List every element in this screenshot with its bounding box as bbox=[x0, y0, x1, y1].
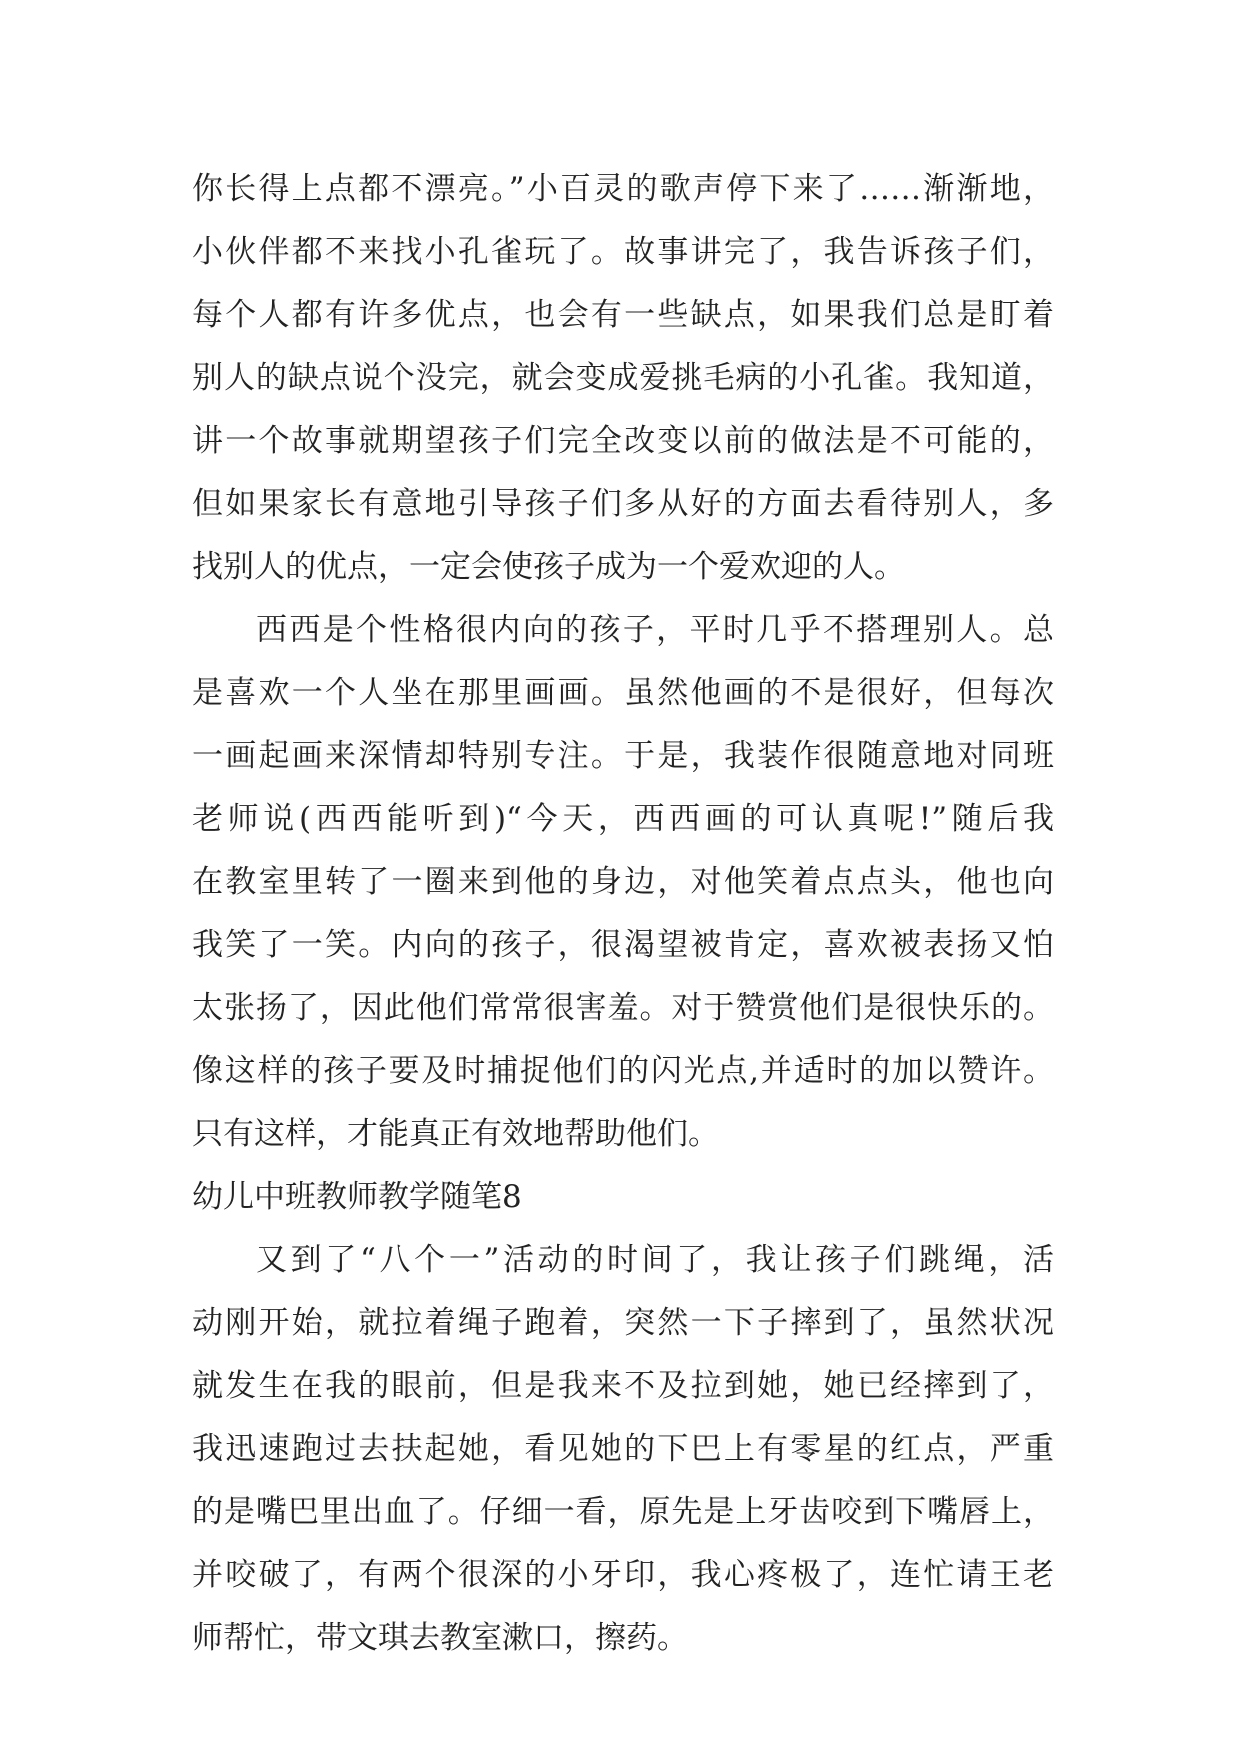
text-line: 我笑了一笑。内向的孩子，很渴望被肯定，喜欢被表扬又怕 bbox=[192, 927, 1054, 963]
text-line: 一画起画来深情却特别专注。于是，我装作很随意地对同班 bbox=[192, 738, 1054, 774]
text-line: 太张扬了，因此他们常常很害羞。对于赞赏他们是很快乐的。 bbox=[192, 990, 1054, 1026]
text-line: 又到了“八个一”活动的时间了，我让孩子们跳绳，活 bbox=[256, 1242, 1054, 1278]
text-line: 每个人都有许多优点，也会有一些缺点，如果我们总是盯着 bbox=[192, 297, 1054, 333]
section-heading: 幼儿中班教师教学随笔8 bbox=[192, 1179, 522, 1215]
text-line: 只有这样，才能真正有效地帮助他们。 bbox=[192, 1116, 719, 1152]
text-line: 并咬破了，有两个很深的小牙印，我心疼极了，连忙请王老 bbox=[192, 1557, 1054, 1593]
text-line: 我迅速跑过去扶起她，看见她的下巴上有零星的红点，严重 bbox=[192, 1431, 1054, 1467]
paragraph-continued bbox=[192, 158, 1054, 599]
text-line: 但如果家长有意地引导孩子们多从好的方面去看待别人，多 bbox=[192, 486, 1054, 522]
text-line: 找别人的优点，一定会使孩子成为一个爱欢迎的人。 bbox=[192, 549, 905, 585]
text-line: 像这样的孩子要及时捕捉他们的闪光点,并适时的加以赞许。 bbox=[192, 1053, 1054, 1089]
document-body bbox=[192, 158, 1054, 1670]
text-line: 别人的缺点说个没完，就会变成爱挑毛病的小孔雀。我知道， bbox=[192, 360, 1054, 396]
text-line: 的是嘴巴里出血了。仔细一看，原先是上牙齿咬到下嘴唇上， bbox=[192, 1494, 1054, 1530]
text-line: 师帮忙，带文琪去教室漱口，擦药。 bbox=[192, 1620, 688, 1656]
text-line: 你长得上点都不漂亮。”小百灵的歌声停下来了……渐渐地， bbox=[192, 171, 1054, 207]
text-line: 就发生在我的眼前，但是我来不及拉到她，她已经摔到了， bbox=[192, 1368, 1054, 1404]
text-line: 是喜欢一个人坐在那里画画。虽然他画的不是很好，但每次 bbox=[192, 675, 1054, 711]
text-line: 小伙伴都不来找小孔雀玩了。故事讲完了，我告诉孩子们， bbox=[192, 234, 1054, 270]
text-line: 动刚开始，就拉着绳子跑着，突然一下子摔到了，虽然状况 bbox=[192, 1305, 1054, 1341]
paragraph-xixi bbox=[192, 599, 1054, 1166]
text-line: 在教室里转了一圈来到他的身边，对他笑着点点头，他也向 bbox=[192, 864, 1054, 900]
text-line: 讲一个故事就期望孩子们完全改变以前的做法是不可能的， bbox=[192, 423, 1054, 459]
text-line: 老师说(西西能听到)“今天，西西画的可认真呢!”随后我 bbox=[192, 801, 1054, 837]
paragraph-jump-rope bbox=[192, 1229, 1054, 1670]
text-line: 西西是个性格很内向的孩子，平时几乎不搭理别人。总 bbox=[256, 612, 1054, 648]
